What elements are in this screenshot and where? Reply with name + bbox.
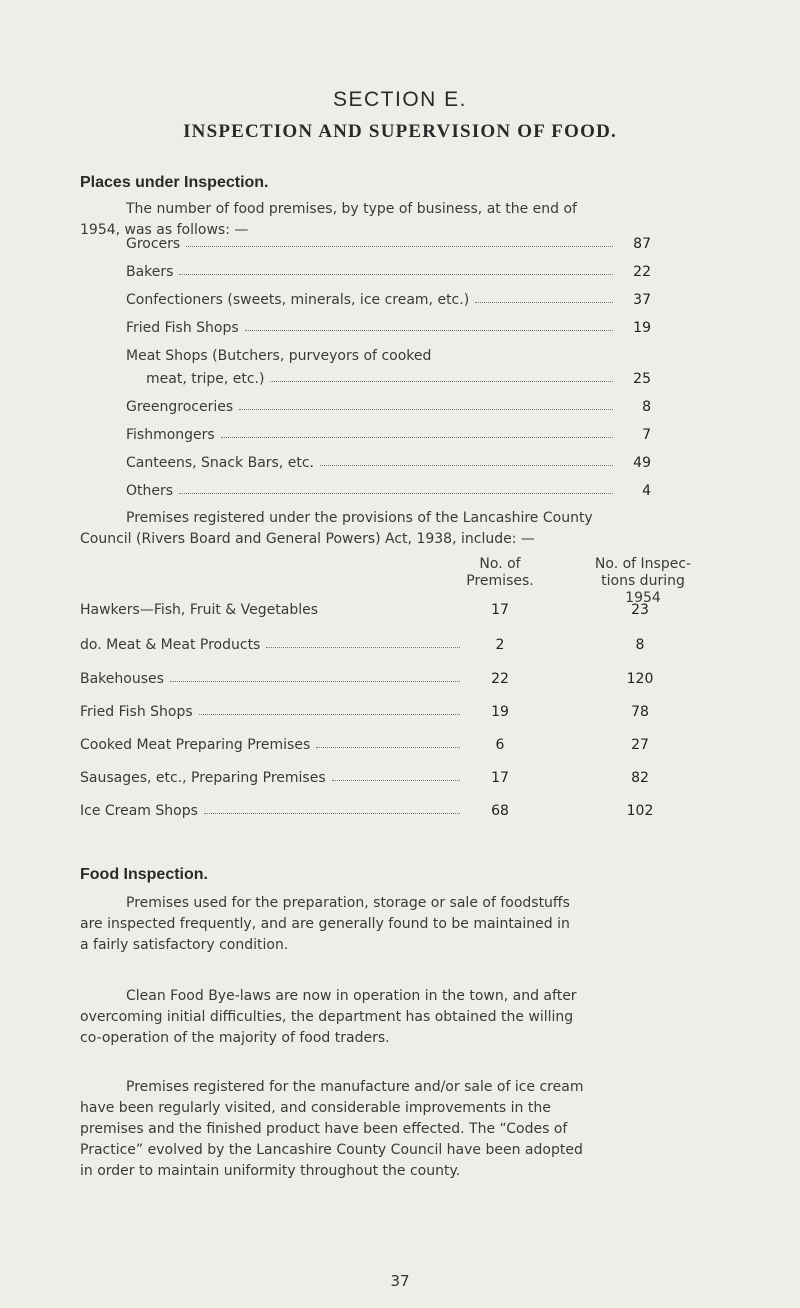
places-row-value: 4 [642, 483, 651, 499]
places-intro-line2: 1954, was as follows: — [80, 222, 249, 238]
table-row-label: Hawkers—Fish, Fruit & Vegetables [80, 602, 319, 618]
inspections-header-line1: No. of Inspec- [594, 556, 692, 572]
places-row-value: 87 [633, 236, 651, 252]
premises-count: 17 [491, 770, 509, 786]
leader-dots [179, 493, 613, 494]
leader-dots [199, 714, 460, 715]
inspections-count: 102 [626, 803, 654, 819]
places-row-label: Greengroceries [126, 399, 234, 415]
places-intro-line1: The number of food premises, by type of business, at the end of [126, 201, 577, 217]
premises-count: 22 [491, 671, 509, 687]
table-row [80, 698, 680, 720]
places-row-label: Grocers [126, 236, 181, 252]
table-row [80, 665, 680, 687]
table-row [80, 631, 680, 653]
table-row-label: do. Meat & Meat Products [80, 637, 261, 653]
inspections-count: 27 [631, 737, 649, 753]
paragraph-line: overcoming initial difficulties, the department has obtained the willing [80, 1009, 574, 1025]
places-row [126, 230, 651, 252]
leader-dots [332, 780, 460, 781]
registered-intro-line1: Premises registered under the provisions of the Lancashire County [126, 510, 593, 526]
places-row-label: Fried Fish Shops [126, 320, 239, 336]
leader-dots [316, 747, 460, 748]
premises-header-line2: Premises. [466, 573, 534, 589]
paragraph-line: have been regularly visited, and considerable improvements in the [80, 1100, 551, 1116]
places-row [146, 365, 651, 387]
leader-dots [204, 813, 460, 814]
places-row-label: Canteens, Snack Bars, etc. [126, 455, 314, 471]
places-row-value: 25 [633, 371, 651, 387]
leader-dots [245, 330, 613, 331]
leader-dots [239, 409, 613, 410]
paragraph-line: are inspected frequently, and are generally found to be maintained in [80, 916, 570, 932]
places-row-label: Others [126, 483, 174, 499]
inspections-count: 23 [631, 602, 649, 618]
premises-count: 17 [491, 602, 509, 618]
premises-count: 19 [491, 704, 509, 720]
inspections-count: 8 [635, 637, 645, 653]
paragraph-line: co-operation of the majority of food traders. [80, 1030, 390, 1046]
premises-header-line1: No. of [479, 556, 521, 572]
inspections-header-line2: tions during [601, 573, 685, 589]
places-row-value: 7 [642, 427, 651, 443]
paragraph-line: Practice” evolved by the Lancashire County Council have been adopted [80, 1142, 583, 1158]
table-row-label: Ice Cream Shops [80, 803, 198, 819]
page-title: INSPECTION AND SUPERVISION OF FOOD. [183, 121, 617, 142]
table-row-label: Sausages, etc., Preparing Premises [80, 770, 326, 786]
places-row [126, 393, 651, 415]
leader-dots [320, 465, 613, 466]
table-row [80, 764, 680, 786]
places-row-label: Meat Shops (Butchers, purveyors of cooked [126, 348, 432, 364]
table-row-label: Bakehouses [80, 671, 164, 687]
leader-dots [186, 246, 613, 247]
places-row [126, 421, 651, 443]
places-row [126, 449, 651, 471]
leader-dots [475, 302, 613, 303]
places-row-label: Bakers [126, 264, 174, 280]
registered-intro-line2: Council (Rivers Board and General Powers) Act, 1938, include: — [80, 531, 535, 547]
table-row-label: Fried Fish Shops [80, 704, 193, 720]
premises-count: 6 [495, 737, 505, 753]
leader-dots [179, 274, 613, 275]
places-row-label: meat, tripe, etc.) [146, 371, 265, 387]
table-row-label: Cooked Meat Preparing Premises [80, 737, 311, 753]
places-row [126, 314, 651, 336]
places-heading: Places under Inspection. [80, 174, 269, 191]
leader-dots [270, 381, 613, 382]
paragraph-line: Premises used for the preparation, storage or sale of foodstuffs [126, 895, 570, 911]
places-row-value: 22 [633, 264, 651, 280]
paragraph-line: Premises registered for the manufacture and/or sale of ice cream [126, 1079, 584, 1095]
table-row [80, 797, 680, 819]
paragraph-line: in order to maintain uniformity throughout the county. [80, 1163, 461, 1179]
premises-column-header [430, 556, 570, 590]
table-row [80, 731, 680, 753]
premises-count: 68 [491, 803, 509, 819]
places-row [126, 477, 651, 499]
inspections-count: 120 [626, 671, 654, 687]
table-row [80, 596, 680, 618]
places-row [126, 286, 651, 308]
inspections-header-line3: 1954 [625, 590, 661, 606]
places-row-value: 49 [633, 455, 651, 471]
paragraph-line: a fairly satisfactory condition. [80, 937, 289, 953]
inspections-count: 78 [631, 704, 649, 720]
page-number: 37 [390, 1272, 410, 1290]
inspections-count: 82 [631, 770, 649, 786]
places-row [126, 258, 651, 280]
section-label: SECTION E. [332, 88, 468, 111]
paragraph-line: premises and the finished product have been effected. The “Codes of [80, 1121, 568, 1137]
premises-count: 2 [495, 637, 505, 653]
places-row-value: 19 [633, 320, 651, 336]
food-inspection-heading: Food Inspection. [80, 866, 208, 883]
places-row-value: 37 [633, 292, 651, 308]
places-row-label: Fishmongers [126, 427, 215, 443]
leader-dots [266, 647, 460, 648]
paragraph-line: Clean Food Bye-laws are now in operation in the town, and after [126, 988, 577, 1004]
leader-dots [221, 437, 613, 438]
places-row-label: Confectioners (sweets, minerals, ice cream, etc.) [126, 292, 470, 308]
places-row [126, 342, 651, 364]
places-row-value: 8 [642, 399, 651, 415]
leader-dots [170, 681, 460, 682]
